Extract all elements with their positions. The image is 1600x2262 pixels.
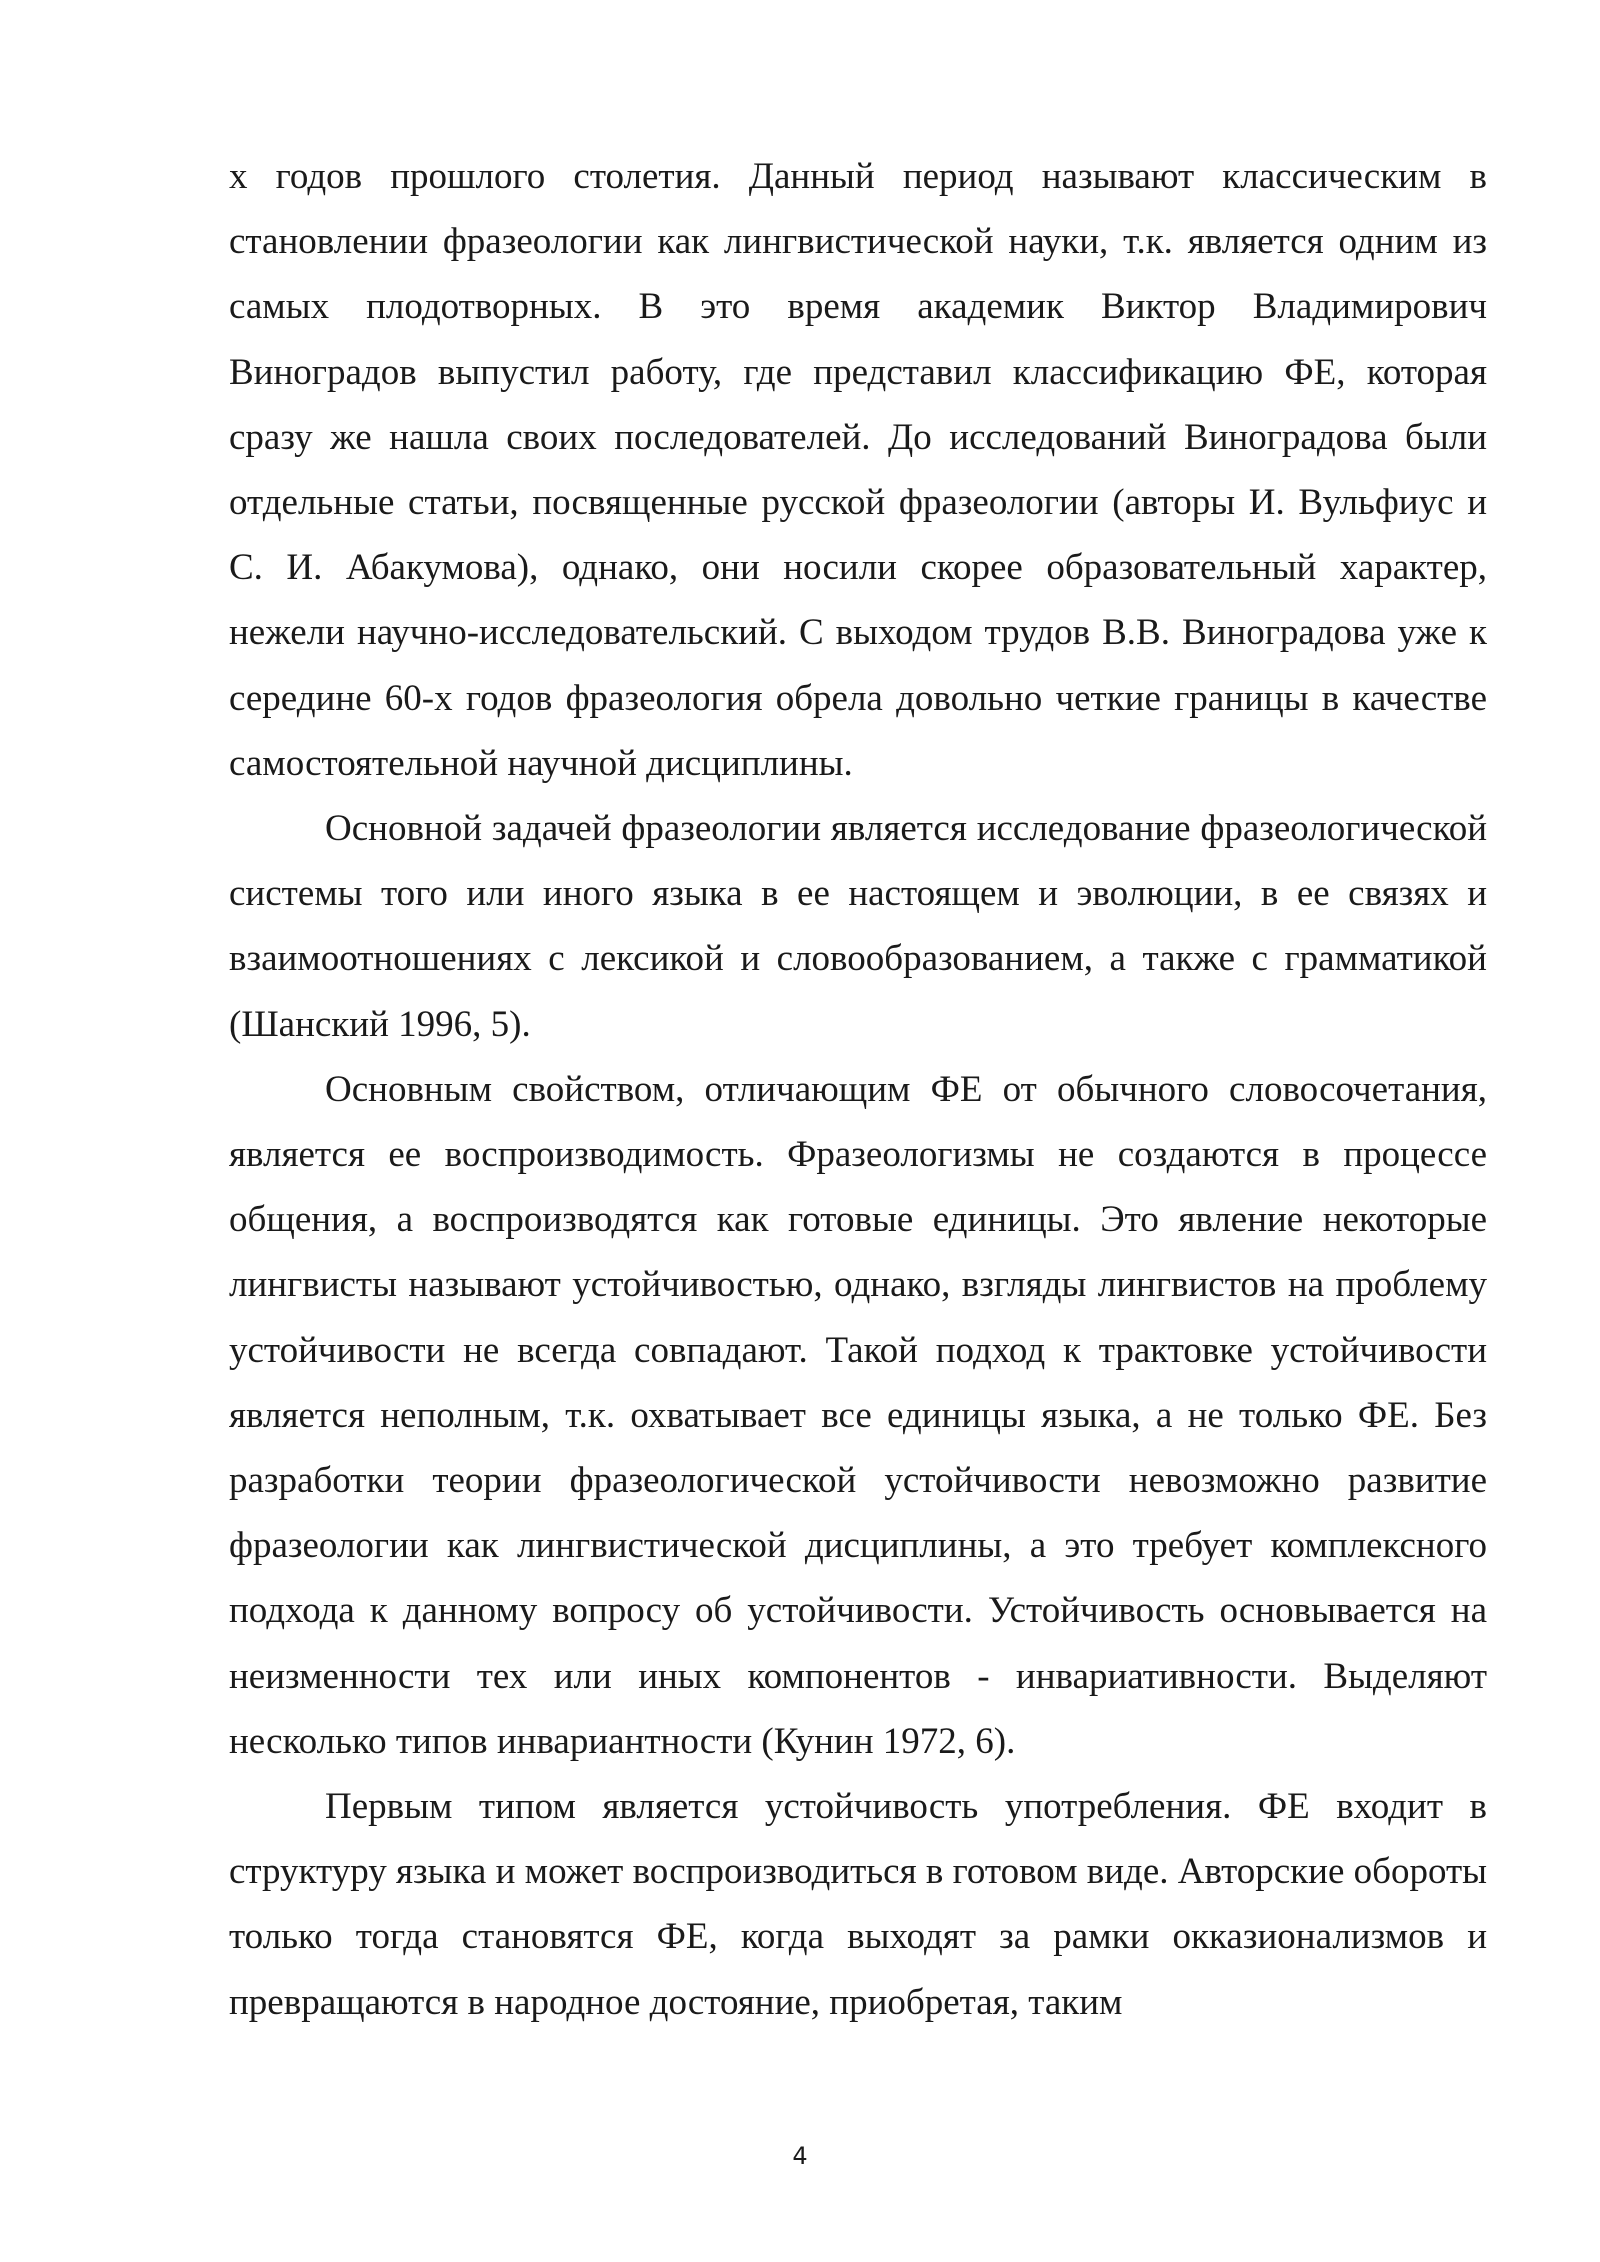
paragraph-usage-stability: Первым типом является устойчивость употребления. ФЕ входит в структуру языка и может воспроизводиться в готовом виде. Авторские обороты только тогда становятся ФЕ, когда выходят за рамки окказионализмов и превращаются в народное достояние, приобретая, таким xyxy=(229,1786,1487,2023)
page-number: 4 xyxy=(792,2142,808,2170)
paragraph-continuation: х годов прошлого столетия. Данный период называют классическим в становлении фразеологии как лингвистической науки, т.к. является одним из самых плодотворных. В это время академик Виктор Владимирович Виноградов выпустил работу, где представил классификацию ФЕ, которая сразу же нашла своих последователей. До исследований Виноградова были отдельные статьи, посвященные русской фразеологии (авторы И. Вульфиус и С. И. Абакумова), однако, они носили скорее образовательный характер, нежели научно-исследовательский. С выходом трудов В.В. Виноградова уже к середине 60-х годов фразеология обрела довольно четкие границы в качестве самостоятельной научной дисциплины. xyxy=(229,156,1487,784)
paragraph-reproducibility: Основным свойством, отличающим ФЕ от обычного словосочетания, является ее воспроизводимость. Фразеологизмы не создаются в процессе общения, а воспроизводятся как готовые единицы. Это явление некоторые лингвисты называют устойчивостью, однако, взгляды лингвистов на проблему устойчивости не всегда совпадают. Такой подход к трактовке устойчивости является неполным, т.к. охватывает все единицы языка, а не только ФЕ. Без разработки теории фразеологической устойчивости невозможно развитие фразеологии как лингвистической дисциплины, а это требует комплексного подхода к данному вопросу об устойчивости. Устойчивость основывается на неизменности тех или иных компонентов - инвариативности. Выделяют несколько типов инвариантности (Кунин 1972, 6). xyxy=(229,1068,1487,1762)
paragraph-phraseology-task: Основной задачей фразеологии является исследование фразеологической системы того или иного языка в ее настоящем и эволюции, в ее связях и взаимоотношениях с лексикой и словообразованием, а также с грамматикой (Шанский 1996, 5). xyxy=(229,808,1487,1045)
body-text xyxy=(229,144,1487,2035)
